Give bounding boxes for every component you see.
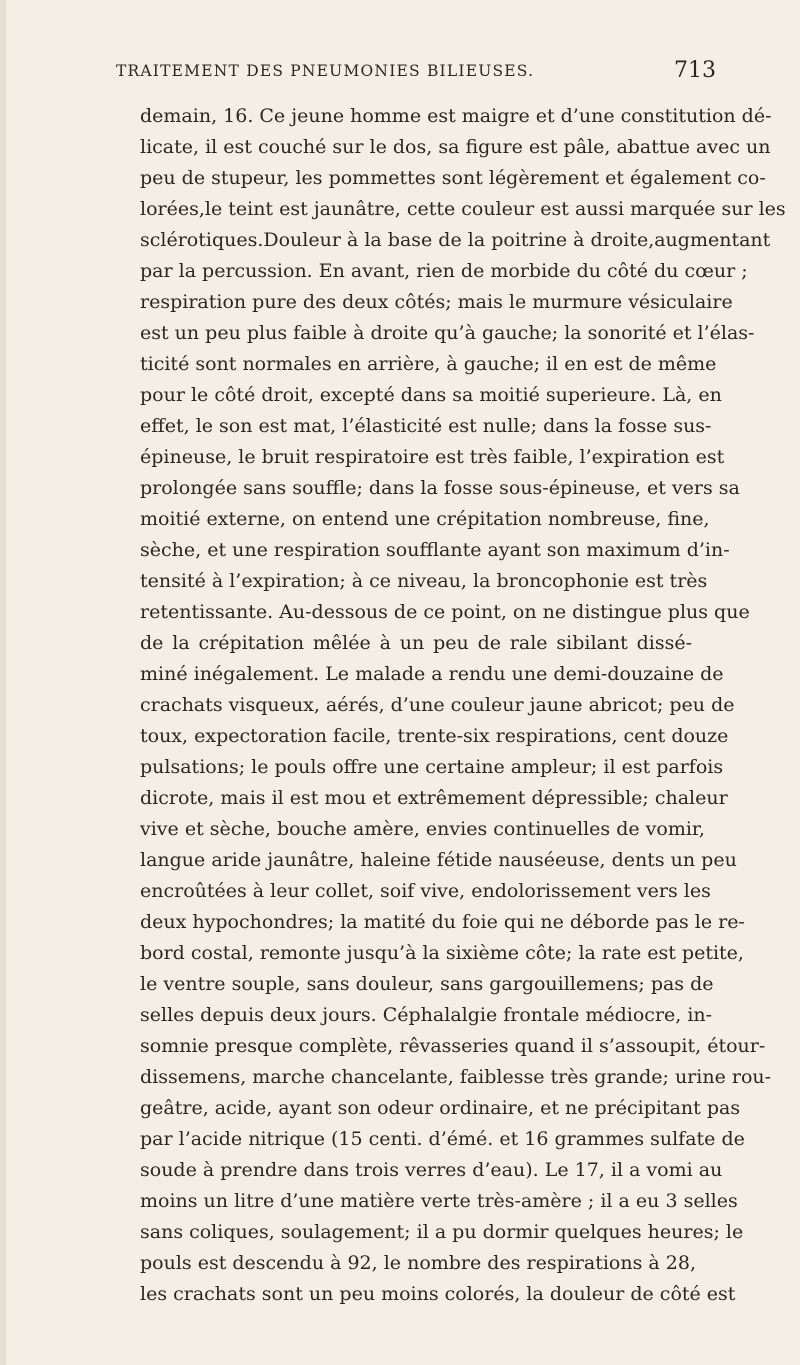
page-gutter: [0, 0, 6, 1365]
text-line: vive et sèche, bouche amère, envies continuelles de vomir,: [140, 818, 705, 840]
text-line: demain, 16. Ce jeune homme est maigre et d’une constitution dé-: [140, 105, 772, 127]
text-line: peu de stupeur, les pommettes sont légèrement et également co-: [140, 167, 766, 189]
text-line: le ventre souple, sans douleur, sans gargouillemens; pas de: [140, 973, 714, 995]
text-line: sclérotiques.Douleur à la base de la poitrine à droite,augmentant: [140, 229, 771, 251]
text-line: pouls est descendu à 92, le nombre des respirations à 28,: [140, 1252, 696, 1274]
running-head: [116, 58, 716, 92]
body-text: [140, 101, 786, 1310]
text-line: retentissante. Au-dessous de ce point, on ne distingue plus que: [140, 601, 750, 623]
page-number: 713: [674, 58, 716, 83]
text-line: toux, expectoration facile, trente-six respirations, cent douze: [140, 725, 729, 747]
text-line: langue aride jaunâtre, haleine fétide nauséeuse, dents un peu: [140, 849, 737, 871]
text-line: encroûtées à leur collet, soif vive, endolorissement vers les: [140, 880, 711, 902]
text-line: moins un litre d’une matière verte très-amère ; il a eu 3 selles: [140, 1190, 738, 1212]
running-title: TRAITEMENT DES PNEUMONIES BILIEUSES.: [116, 62, 535, 80]
text-line: les crachats sont un peu moins colorés, la douleur de côté est: [140, 1283, 736, 1305]
text-line: est un peu plus faible à droite qu’à gauche; la sonorité et l’élas-: [140, 322, 755, 344]
text-line: miné inégalement. Le malade a rendu une demi-douzaine de: [140, 663, 724, 685]
text-line: licate, il est couché sur le dos, sa figure est pâle, abattue avec un: [140, 136, 771, 158]
text-line: crachats visqueux, aérés, d’une couleur jaune abricot; peu de: [140, 694, 735, 716]
text-line: sèche, et une respiration soufflante ayant son maximum d’in-: [140, 539, 730, 561]
text-line: geâtre, acide, ayant son odeur ordinaire, et ne précipitant pas: [140, 1097, 741, 1119]
text-line: effet, le son est mat, l’élasticité est nulle; dans la fosse sus-: [140, 415, 712, 437]
text-line: dicrote, mais il est mou et extrêmement dépressible; chaleur: [140, 787, 728, 809]
text-line: sans coliques, soulagement; il a pu dormir quelques heures; le: [140, 1221, 744, 1243]
text-line: dissemens, marche chancelante, faiblesse très grande; urine rou-: [140, 1066, 772, 1088]
text-line: ticité sont normales en arrière, à gauche; il en est de même: [140, 353, 717, 375]
text-line: par la percussion. En avant, rien de morbide du côté du cœur ;: [140, 260, 748, 282]
text-line: moitié externe, on entend une crépitation nombreuse, fine,: [140, 508, 710, 530]
text-line: pulsations; le pouls offre une certaine ampleur; il est parfois: [140, 756, 724, 778]
text-line: épineuse, le bruit respiratoire est très faible, l’expiration est: [140, 446, 725, 468]
text-line: par l’acide nitrique (15 centi. d’émé. et 16 grammes sulfate de: [140, 1128, 745, 1150]
text-line: de la crépitation mêlée à un peu de rale sibilant dissé-: [140, 632, 692, 654]
text-line: respiration pure des deux côtés; mais le murmure vésiculaire: [140, 291, 733, 313]
text-line: lorées,le teint est jaunâtre, cette couleur est aussi marquée sur les: [140, 198, 786, 220]
text-line: tensité à l’expiration; à ce niveau, la broncophonie est très: [140, 570, 708, 592]
text-line: prolongée sans souffle; dans la fosse sous-épineuse, et vers sa: [140, 477, 740, 499]
text-line: somnie presque complète, rêvasseries quand il s’assoupit, étour-: [140, 1035, 766, 1057]
text-line: pour le côté droit, excepté dans sa moitié superieure. Là, en: [140, 384, 722, 406]
text-line: deux hypochondres; la matité du foie qui ne déborde pas le re-: [140, 911, 745, 933]
text-line: soude à prendre dans trois verres d’eau). Le 17, il a vomi au: [140, 1159, 723, 1181]
text-line: bord costal, remonte jusqu’à la sixième côte; la rate est petite,: [140, 942, 744, 964]
text-line: selles depuis deux jours. Céphalalgie frontale médiocre, in-: [140, 1004, 713, 1026]
